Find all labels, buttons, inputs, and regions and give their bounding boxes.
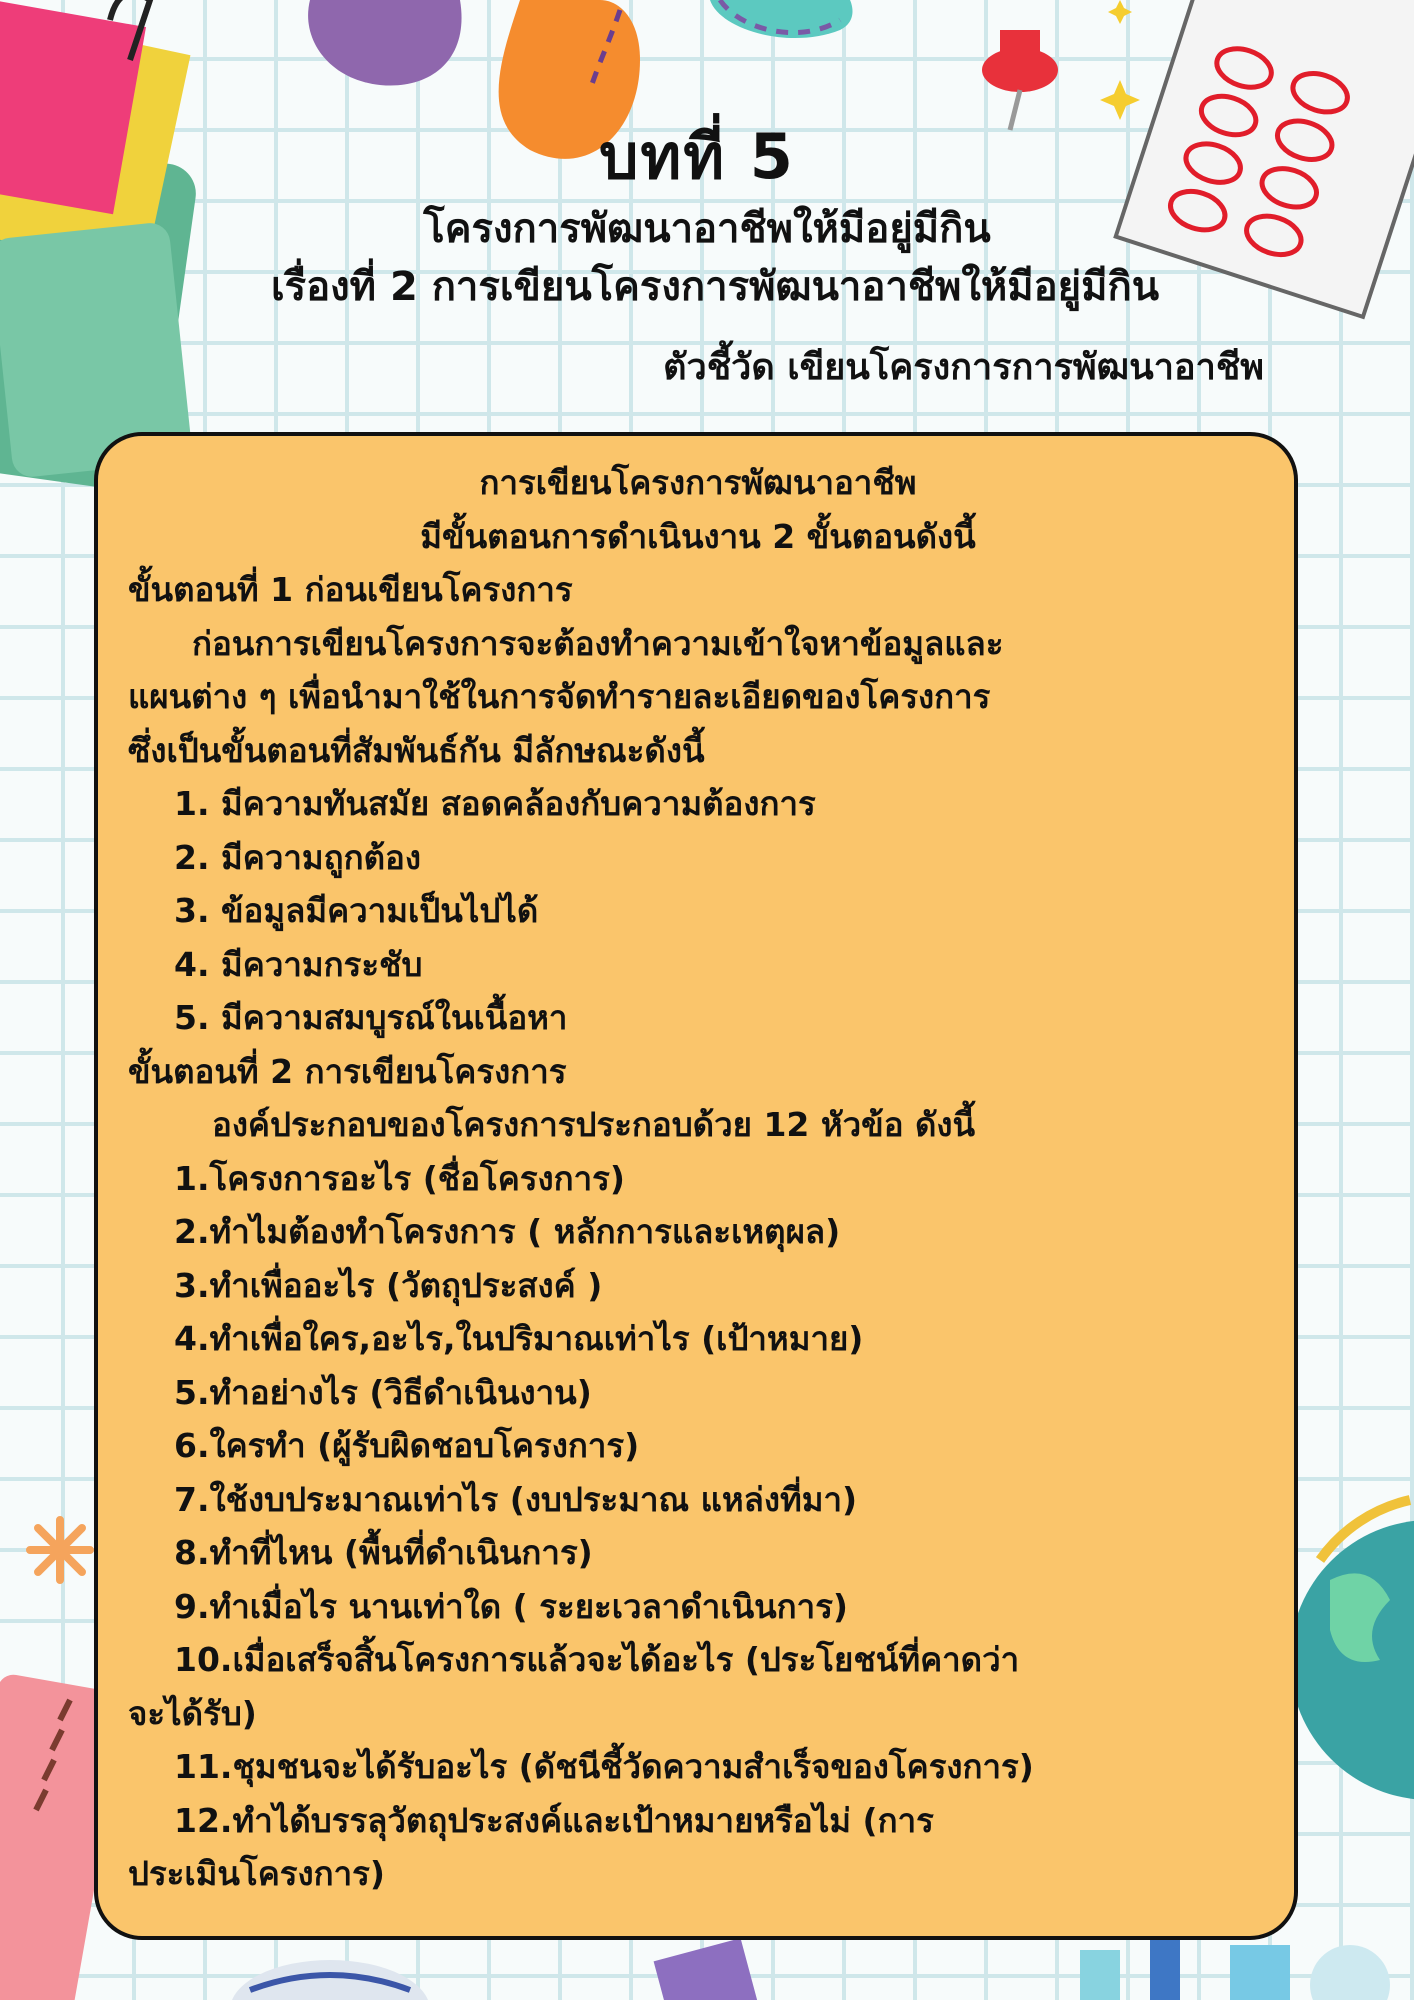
list-item-continuation: จะได้รับ) — [128, 1693, 257, 1733]
list-item: 1.โครงการอะไร (ชื่อโครงการ) — [174, 1158, 625, 1198]
list-item: 7.ใช้งบประมาณเท่าไร (งบประมาณ แหล่งที่มา) — [174, 1479, 858, 1519]
chapter-title: บทที่ 5 — [599, 120, 795, 193]
list-item: 2. มีความถูกต้อง — [174, 837, 421, 877]
content-card — [94, 432, 1298, 1940]
step2-intro: องค์ประกอบของโครงการประกอบด้วย 12 หัวข้อ ดังนี้ — [212, 1105, 976, 1144]
step1-title: ขั้นตอนที่ 1 ก่อนเขียนโครงการ — [128, 570, 573, 609]
step1-paragraph-line: ซึ่งเป็นขั้นตอนที่สัมพันธ์กัน มีลักษณะดังนี้ — [128, 730, 705, 770]
indicator-text: ตัวชี้วัด เขียนโครงการการพัฒนาอาชีพ — [663, 347, 1264, 388]
list-item: 5. มีความสมบูรณ์ในเนื้อหา — [174, 998, 568, 1037]
list-item: 3. ข้อมูลมีความเป็นไปได้ — [174, 891, 539, 930]
list-item: 3.ทำเพื่ออะไร (วัตถุประสงค์ ) — [174, 1265, 603, 1305]
list-item: 12.ทำได้บรรลุวัตถุประสงค์และเป้าหมายหรือไม่ (การ — [174, 1800, 934, 1840]
step1-paragraph-line: ก่อนการเขียนโครงการจะต้องทำความเข้าใจหาข้อมูลและ — [192, 623, 1004, 663]
bottom-decorations-icon — [230, 1938, 1390, 2000]
card-subheading: มีขั้นตอนการดำเนินงาน 2 ขั้นตอนดังนี้ — [420, 516, 976, 556]
lesson-title: โครงการพัฒนาอาชีพให้มีอยู่มีกิน — [423, 206, 991, 252]
list-item: 1. มีความทันสมัย สอดคล้องกับความต้องการ — [174, 784, 816, 823]
card-heading: การเขียนโครงการพัฒนาอาชีพ — [479, 463, 917, 502]
list-item: 4. มีความกระชับ — [174, 944, 423, 984]
list-item: 4.ทำเพื่อใคร,อะไร,ในปริมาณเท่าไร (เป้าหมาย) — [174, 1319, 864, 1358]
list-item: 8.ทำที่ไหน (พื้นที่ดำเนินการ) — [174, 1533, 593, 1572]
step2-title: ขั้นตอนที่ 2 การเขียนโครงการ — [128, 1051, 567, 1091]
purple-blob-icon — [308, 0, 461, 86]
list-item: 10.เมื่อเสร็จสิ้นโครงการแล้วจะได้อะไร (ประโยชน์ที่คาดว่า — [174, 1640, 1020, 1679]
list-item: 6.ใครทำ (ผู้รับผิดชอบโครงการ) — [174, 1426, 640, 1465]
list-item: 9.ทำเมื่อไร นานเท่าใด ( ระยะเวลาดำเนินการ) — [174, 1586, 849, 1626]
list-item-continuation: ประเมินโครงการ) — [128, 1854, 385, 1893]
step1-paragraph-line: แผนต่าง ๆ เพื่อนำมาใช้ในการจัดทำรายละเอียดของโครงการ — [128, 677, 991, 716]
topic-title: เรื่องที่ 2 การเขียนโครงการพัฒนาอาชีพให้มีอยู่มีกิน — [270, 264, 1160, 310]
list-item: 5.ทำอย่างไร (วิธีดำเนินงาน) — [174, 1372, 592, 1412]
asterisk-icon — [30, 1520, 90, 1580]
list-item: 2.ทำไมต้องทำโครงการ ( หลักการและเหตุผล) — [174, 1212, 841, 1251]
star-icon — [1108, 0, 1132, 24]
list-item: 11.ชุมชนจะได้รับอะไร (ดัชนีชี้วัดความสำเร็จของโครงการ) — [174, 1747, 1034, 1786]
globe-icon — [1290, 1500, 1414, 1800]
